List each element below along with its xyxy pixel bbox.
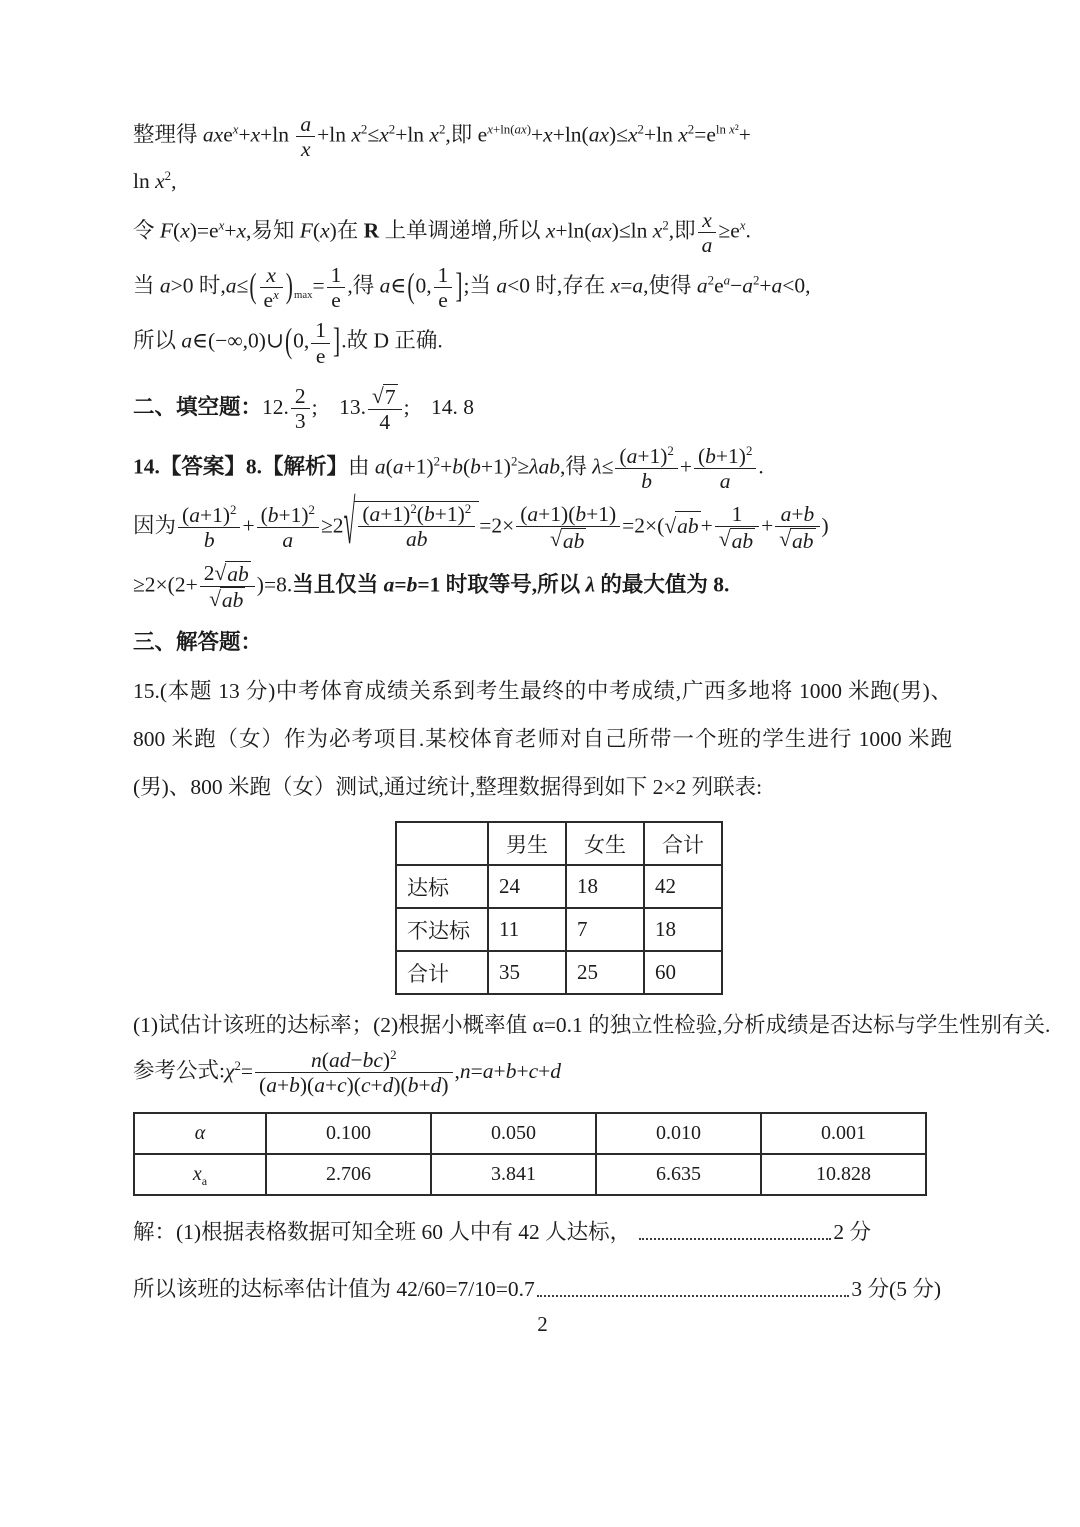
q14-analysis-line-3: ≥2×(2+ 2 √ ab √ ab )=8.当且仅当 a=b=1 时取等号,所以 λ 的最大值为 8.: [133, 560, 730, 613]
table-cell: 合计: [644, 822, 722, 865]
table-cell: 男生: [488, 822, 566, 865]
table-cell: α: [134, 1113, 266, 1154]
contingency-table: [395, 821, 723, 995]
solution-step-1-text: 解：(1)根据表格数据可知全班 60 人中有 42 人达标，: [133, 1219, 632, 1244]
chi-square-formula: $\chi^2=$ $\frac{n(ad-bc)^2}{(a+b)(a+c)(c+d)(b+d)}$ ,n=a+b+c+d: [224, 1048, 562, 1098]
q14-analysis-line-2: 因为 $\frac{(a+1)^2}{b}$ + $\frac{(b+1)^2}{a}$ ≥2 √ $\frac{(a+1)^2(b+1)^2}{ab}$ =2× (a+1)(b+1) √ ab =2×( √ ab + 1 √ ab + a+b √ ab ): [133, 487, 829, 557]
reference-formula-label: 参考公式:: [133, 1058, 225, 1083]
dotted-leader: [537, 1295, 850, 1297]
jieda-section-heading: 三、解答题：: [133, 630, 263, 655]
solution-step-2-text: 所以该班的达标率估计值为 42/60=7/10=0.7: [133, 1276, 535, 1301]
table-row: [396, 822, 722, 865]
table-cell: 3.841: [431, 1154, 596, 1195]
solution-continuation-line-2: $\ln x^2$,: [133, 169, 177, 194]
solution-continuation-line-5: 所以 a∈(−∞,0)∪(0, $\frac{1}{e}$ ].故 D 正确.: [133, 318, 443, 368]
fill-blank-section-line: [133, 384, 952, 434]
table-cell: 不达标: [396, 908, 488, 951]
fill-blank-heading: 二、填空题：: [133, 394, 263, 419]
solution-continuation-line-4: 当 a>0 时,a≤( $\frac{x}{e^x}$ )$_{max}=$ $\frac{1}{e}$ ,得 a∈(0, $\frac{1}{e}$ ];当 a<0 时,存在 x=a,使得 $a^2e^a-a^2+a<0$,: [133, 263, 811, 313]
reference-formula-line: [133, 1048, 952, 1097]
table-cell: 0.010: [596, 1113, 761, 1154]
table-cell: 24: [488, 865, 566, 908]
solution-step-1: [133, 1218, 871, 1247]
solution-step-1-score: 2 分: [833, 1219, 871, 1244]
table-row: [396, 908, 722, 951]
table-row: [134, 1113, 926, 1154]
table-cell: 0.001: [761, 1113, 926, 1154]
table-cell: 35: [488, 951, 566, 994]
solution-continuation-line-3: 令 $F(x)=e^x+x$,易知 F(x)在 R 上单调递增,所以 x+ln(ax)≤ln $x^2$,即 $\frac{x}{a}$ $\ge e^x$.: [133, 208, 751, 258]
solution-continuation-line-1: 整理得 axe$^x$+x+ln $\frac{a}{x}$ +ln $x^2\le x^2+\ln$ $x^2$,即 $e^{x+ln(ax)}+x+\ln(ax)\le x^2+\ln$ $x^2=e^{ln x^2}+$: [133, 112, 751, 162]
table-cell: 7: [566, 908, 644, 951]
table-row: [396, 951, 722, 994]
q15-questions: (1)试估计该班的达标率；(2)根据小概率值 α=0.1 的独立性检验,分析成绩是否达标与学生性别有关.: [133, 1013, 1051, 1038]
dotted-leader: [639, 1238, 831, 1240]
table-cell: 60: [644, 951, 722, 994]
table-cell: 合计: [396, 951, 488, 994]
table-cell: $x_a$: [134, 1154, 266, 1195]
table-cell: 18: [566, 865, 644, 908]
table-cell: 2.706: [266, 1154, 431, 1195]
fill-blank-answers: 12. $\frac{2}{3}$ ; 13. √ 7 4 ; 14. 8: [262, 383, 475, 434]
table-cell: 11: [488, 908, 566, 951]
q14-analysis-line-1: 14.【答案】8.【解析】由 $a(a+1)^2+b(b+1)^2\ge\lambda ab$,得 λ≤ $\frac{(a+1)^2}{b}$ + $\frac{(b+1)^2}{a}$ .: [133, 443, 764, 494]
table-cell: 18: [644, 908, 722, 951]
table-cell: 10.828: [761, 1154, 926, 1195]
table-cell: 0.050: [431, 1113, 596, 1154]
critical-value-table: [133, 1112, 927, 1196]
table-cell: [396, 822, 488, 865]
solution-step-2: [133, 1275, 941, 1304]
table-cell: 6.635: [596, 1154, 761, 1195]
table-cell: 女生: [566, 822, 644, 865]
table-cell: 达标: [396, 865, 488, 908]
table-cell: 25: [566, 951, 644, 994]
table-cell: 42: [644, 865, 722, 908]
table-cell: 0.100: [266, 1113, 431, 1154]
table-row: [134, 1154, 926, 1195]
q15-statement: 15.(本题 13 分)中考体育成绩关系到考生最终的中考成绩,广西多地将 1000 米跑(男)、800 米跑（女）作为必考项目.某校体育老师对自己所带一个班的学生进行 1000 米跑(男)、800 米跑（女）测试,通过统计,整理数据得到如下 2×2 列联表:: [133, 679, 952, 800]
table-row: [396, 865, 722, 908]
page-number: 2: [537, 1311, 548, 1336]
solution-step-2-score: 3 分(5 分): [851, 1276, 941, 1301]
